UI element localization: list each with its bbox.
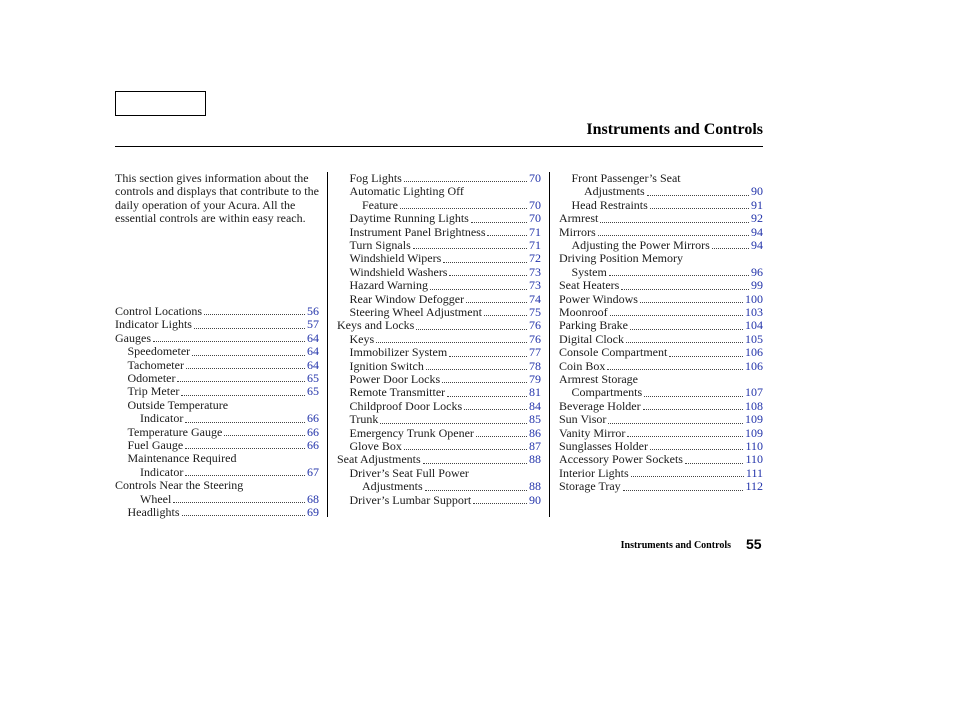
toc-page-link[interactable]: 108 [745,398,763,413]
toc-entry-label: Front Passenger’s Seat [571,170,681,185]
toc-page-link[interactable]: 57 [307,317,319,332]
toc-entry-label: Trip Meter [127,384,180,399]
dot-leader [404,449,527,450]
toc-entry[interactable] [337,360,541,373]
toc-entry[interactable] [559,266,763,279]
toc-entry-label: Automatic Lighting Off [349,184,464,199]
dot-leader [609,275,749,276]
toc-entry[interactable] [337,279,541,292]
dot-leader [426,369,527,370]
toc-entry-label: Fuel Gauge [127,437,184,452]
toc-page-link[interactable]: 107 [745,385,763,400]
toc-entry[interactable] [337,400,541,413]
toc-entry-label: Beverage Holder [559,398,641,413]
dot-leader [185,422,305,423]
toc-entry[interactable] [559,427,763,440]
toc-entry-label: Rear Window Defogger [349,291,465,306]
toc-page-link[interactable]: 70 [529,197,541,212]
toc-entry[interactable] [337,172,541,185]
dot-leader [177,381,305,382]
toc-entry-label: Parking Brake [559,318,628,333]
toc-entry[interactable] [115,318,319,331]
toc-entry-label: Windshield Wipers [349,251,442,266]
footer-section: Instruments and Controls [620,540,731,551]
toc-entry[interactable] [115,439,319,452]
toc-page-link[interactable]: 106 [745,345,763,360]
toc-entry-label: Keys [349,331,375,346]
toc-entry-label: Interior Lights [559,465,629,480]
toc-entry-heading [337,467,541,480]
toc-entry[interactable] [115,372,319,385]
toc-page-link[interactable]: 94 [751,237,763,252]
toc-entry-label: Maintenance Required [127,451,237,466]
toc-page-link[interactable]: 67 [307,464,319,479]
toc-entry-label: Feature [362,197,398,212]
toc-entry[interactable] [559,293,763,306]
toc-entry-heading [559,373,763,386]
dot-leader [425,490,527,491]
dot-leader [449,275,527,276]
toc-page-link[interactable]: 66 [307,424,319,439]
toc-entry[interactable] [115,466,319,479]
toc-entry[interactable] [115,359,319,372]
toc-entry[interactable] [337,346,541,359]
toc-page-link[interactable]: 56 [307,303,319,318]
toc-page-link[interactable]: 66 [307,437,319,452]
dot-leader [627,436,743,437]
toc-entry-label: Immobilizer System [349,345,448,360]
dot-leader [471,222,527,223]
dot-leader [631,476,744,477]
toc-page-link[interactable]: 70 [529,211,541,226]
toc-entry-label: Compartments [571,385,643,400]
toc-entry[interactable] [337,199,541,212]
toc-entry[interactable] [337,226,541,239]
dot-leader [413,248,527,249]
toc-entry[interactable] [337,319,541,332]
toc-page-link[interactable]: 96 [751,264,763,279]
toc-entry[interactable] [115,493,319,506]
toc-page-link[interactable]: 75 [529,304,541,319]
toc-entry-label: Driver’s Seat Full Power [349,465,469,480]
toc-page-link[interactable]: 73 [529,264,541,279]
toc-entry[interactable] [559,185,763,198]
toc-entry-label: Childproof Door Locks [349,398,463,413]
toc-page-link[interactable]: 72 [529,251,541,266]
toc-entry[interactable] [559,306,763,319]
toc-entry-label: Ignition Switch [349,358,424,373]
toc-entry-label: Driver’s Lumbar Support [349,492,472,507]
dot-leader [600,222,749,223]
dot-leader [598,235,749,236]
dot-leader [153,341,305,342]
dot-leader [224,435,305,436]
dot-leader [423,463,527,464]
toc-entry[interactable] [559,413,763,426]
toc-page-link[interactable]: 70 [529,170,541,185]
toc-page-link[interactable]: 64 [307,330,319,345]
toc-entry[interactable] [337,212,541,225]
toc-page-link[interactable]: 112 [745,479,763,494]
toc-page-link[interactable]: 84 [529,398,541,413]
toc-entry-label: Console Compartment [559,345,668,360]
title-rule [115,146,763,147]
toc-page-link[interactable]: 94 [751,224,763,239]
toc-entry-label: Remote Transmitter [349,385,446,400]
toc-entry-label: Wheel [140,491,172,506]
toc-page-link[interactable]: 111 [745,465,763,480]
toc-entry-label: Speedometer [127,344,191,359]
toc-entry-label: Trunk [349,412,379,427]
toc-entry-label: Adjustments [584,184,645,199]
toc-page-link[interactable]: 71 [529,237,541,252]
toc-entry-label: Headlights [127,504,180,519]
dot-leader [626,342,743,343]
toc-entry[interactable] [337,373,541,386]
toc-entry-label: Steering Wheel Adjustment [349,304,482,319]
toc-entry-label: Coin Box [559,358,606,373]
page-title: Instruments and Controls [586,121,763,138]
toc-entry[interactable] [559,319,763,332]
dot-leader [610,315,743,316]
dot-leader [194,328,305,329]
toc-entry[interactable] [337,494,541,507]
toc-entry-label: Mirrors [559,224,596,239]
toc-page-link[interactable]: 74 [529,291,541,306]
toc-entry[interactable] [115,412,319,425]
toc-entry[interactable] [115,426,319,439]
dot-leader [181,395,305,396]
toc-page-link[interactable]: 88 [529,452,541,467]
toc-page-link[interactable]: 88 [529,479,541,494]
toc-page-link[interactable]: 109 [745,412,763,427]
toc-entry-label: System [571,264,607,279]
dot-leader [447,396,527,397]
toc-page-link[interactable]: 85 [529,412,541,427]
toc-entry[interactable] [337,252,541,265]
toc-entry-label: Turn Signals [349,237,411,252]
toc-entry-label: Head Restraints [571,197,648,212]
toc-page-link[interactable]: 87 [529,438,541,453]
intro-paragraph: This section gives information about the controls and displays that contribute to the daily operation of your Acura. All the essential controls are within easy reach. [115,171,319,226]
toc-entry-label: Sunglasses Holder [559,438,648,453]
toc-page-link[interactable]: 92 [751,211,763,226]
toc-entry[interactable] [559,360,763,373]
toc-entry[interactable] [337,386,541,399]
toc-page-link[interactable]: 109 [745,425,763,440]
toc-entry-label: Hazard Warning [349,278,428,293]
toc-entry[interactable] [559,400,763,413]
toc-entry-label: Indicator Lights [115,317,192,332]
toc-entry[interactable] [559,279,763,292]
toc-entry[interactable] [337,293,541,306]
dot-leader [204,314,305,315]
toc-entry[interactable] [115,345,319,358]
intro-text [115,172,325,226]
toc-page-link[interactable]: 79 [529,371,541,386]
toc-entry[interactable] [559,440,763,453]
toc-entry[interactable] [559,212,763,225]
toc-entry-label: Vanity Mirror [559,425,626,440]
toc-entry[interactable] [115,305,319,318]
toc-entry-label: Keys and Locks [337,318,415,333]
toc-entry-label: Seat Adjustments [337,452,421,467]
dot-leader [185,475,305,476]
toc-page-link[interactable]: 69 [307,504,319,519]
toc-entry-label: Instrument Panel Brightness [349,224,486,239]
toc-page-link[interactable]: 91 [751,197,763,212]
dot-leader [182,515,306,516]
toc-page-link[interactable]: 90 [751,184,763,199]
toc-entry-label: Control Locations [115,303,202,318]
column-divider-2 [549,172,550,517]
dot-leader [685,463,743,464]
toc-entry-label: Digital Clock [559,331,624,346]
toc-page-link[interactable]: 103 [745,304,763,319]
toc-entry-label: Indicator [140,411,184,426]
dot-leader [643,409,743,410]
toc-entry[interactable] [337,413,541,426]
dot-leader [464,409,527,410]
toc-entry-label: Daytime Running Lights [349,211,469,226]
dot-leader [630,329,743,330]
toc-entry-label: Armrest [559,211,599,226]
toc-entry[interactable] [559,480,763,493]
toc-entry[interactable] [559,467,763,480]
toc-page-link[interactable]: 71 [529,224,541,239]
toc-page-link[interactable]: 105 [745,331,763,346]
toc-entry-label: Storage Tray [559,479,621,494]
toc-entry-heading [115,479,319,492]
dot-leader [192,355,305,356]
toc-entry[interactable] [337,480,541,493]
dot-leader [640,302,743,303]
toc-entry-label: Temperature Gauge [127,424,223,439]
toc-entry[interactable] [337,266,541,279]
dot-leader [416,329,527,330]
dot-leader [650,449,743,450]
toc-entry-label: Indicator [140,464,184,479]
toc-entry-label: Outside Temperature [127,397,229,412]
toc-entry[interactable] [559,239,763,252]
toc-entry-label: Adjusting the Power Mirrors [571,237,710,252]
dot-leader [449,356,527,357]
toc-entry-heading [559,252,763,265]
toc-page-link[interactable]: 66 [307,411,319,426]
dot-leader [644,396,743,397]
column-divider-1 [327,172,328,517]
toc-entry-label: Seat Heaters [559,278,620,293]
toc-entry-heading [115,452,319,465]
dot-leader [484,315,527,316]
toc-entry[interactable] [115,385,319,398]
toc-page-link[interactable]: 110 [745,452,763,467]
toc-entry-label: Adjustments [362,479,423,494]
dot-leader [380,423,527,424]
toc-entry[interactable] [337,453,541,466]
toc-entry[interactable] [337,427,541,440]
toc-entry[interactable] [559,453,763,466]
toc-page-link[interactable]: 78 [529,358,541,373]
dot-leader [669,356,743,357]
dot-leader [400,208,527,209]
toc-entry-label: Emergency Trunk Opener [349,425,474,440]
toc-entry-label: Power Door Locks [349,371,441,386]
toc-entry[interactable] [559,333,763,346]
dot-leader [186,368,305,369]
toc-entry-label: Odometer [127,370,176,385]
dot-leader [442,382,527,383]
toc-page-link[interactable]: 99 [751,278,763,293]
dot-leader [621,289,749,290]
toc-page-link[interactable]: 110 [745,438,763,453]
dot-leader [430,289,527,290]
dot-leader [466,302,527,303]
toc-page-link[interactable]: 73 [529,278,541,293]
page-number: 55 [746,536,762,552]
toc-entry-label: Driving Position Memory [559,251,684,266]
toc-entry[interactable] [115,506,319,519]
toc-entry[interactable] [559,346,763,359]
dot-leader [650,208,749,209]
dot-leader [608,423,743,424]
dot-leader [607,369,743,370]
dot-leader [476,436,527,437]
toc-entry-heading [559,172,763,185]
toc-page-link[interactable]: 104 [745,318,763,333]
toc-entry-heading [115,399,319,412]
toc-page-link[interactable]: 65 [307,370,319,385]
toc-entry-label: Armrest Storage [559,371,638,386]
toc-entry-label: Fog Lights [349,170,402,185]
toc-entry-heading [337,185,541,198]
toc-page-link[interactable]: 76 [529,318,541,333]
toc-entry[interactable] [337,333,541,346]
dot-leader [487,235,527,236]
dot-leader [647,195,749,196]
toc-page-link[interactable]: 106 [745,358,763,373]
dot-leader [185,448,305,449]
dot-leader [712,248,749,249]
toc-entry[interactable] [337,239,541,252]
toc-entry-label: Power Windows [559,291,638,306]
toc-entry[interactable] [559,386,763,399]
toc-entry[interactable] [337,440,541,453]
toc-page-link[interactable]: 86 [529,425,541,440]
toc-entry-label: Tachometer [127,357,184,372]
toc-entry-label: Gauges [115,330,151,345]
toc-entry[interactable] [115,332,319,345]
toc-page-link[interactable]: 90 [529,492,541,507]
toc-page-link[interactable]: 100 [745,291,763,306]
toc-entry[interactable] [337,306,541,319]
dot-leader [443,262,527,263]
toc-entry[interactable] [559,199,763,212]
toc-entry-label: Windshield Washers [349,264,448,279]
dot-leader [473,503,527,504]
dot-leader [376,342,527,343]
toc-page-link[interactable]: 64 [307,344,319,359]
toc-page-link[interactable]: 77 [529,345,541,360]
toc-entry[interactable] [559,226,763,239]
toc-entry-label: Moonroof [559,304,608,319]
toc-page-link[interactable]: 68 [307,491,319,506]
dot-leader [404,181,527,182]
toc-entry-label: Sun Visor [559,412,607,427]
dot-leader [623,490,744,491]
toc-entry-label: Controls Near the Steering [115,478,244,493]
toc-page-link[interactable]: 64 [307,357,319,372]
toc-entry-label: Glove Box [349,438,402,453]
nav-box [115,91,206,116]
toc-page-link[interactable]: 76 [529,331,541,346]
toc-page-link[interactable]: 65 [307,384,319,399]
toc-entry-label: Accessory Power Sockets [559,452,683,467]
toc-page-link[interactable]: 81 [529,385,541,400]
dot-leader [173,502,305,503]
